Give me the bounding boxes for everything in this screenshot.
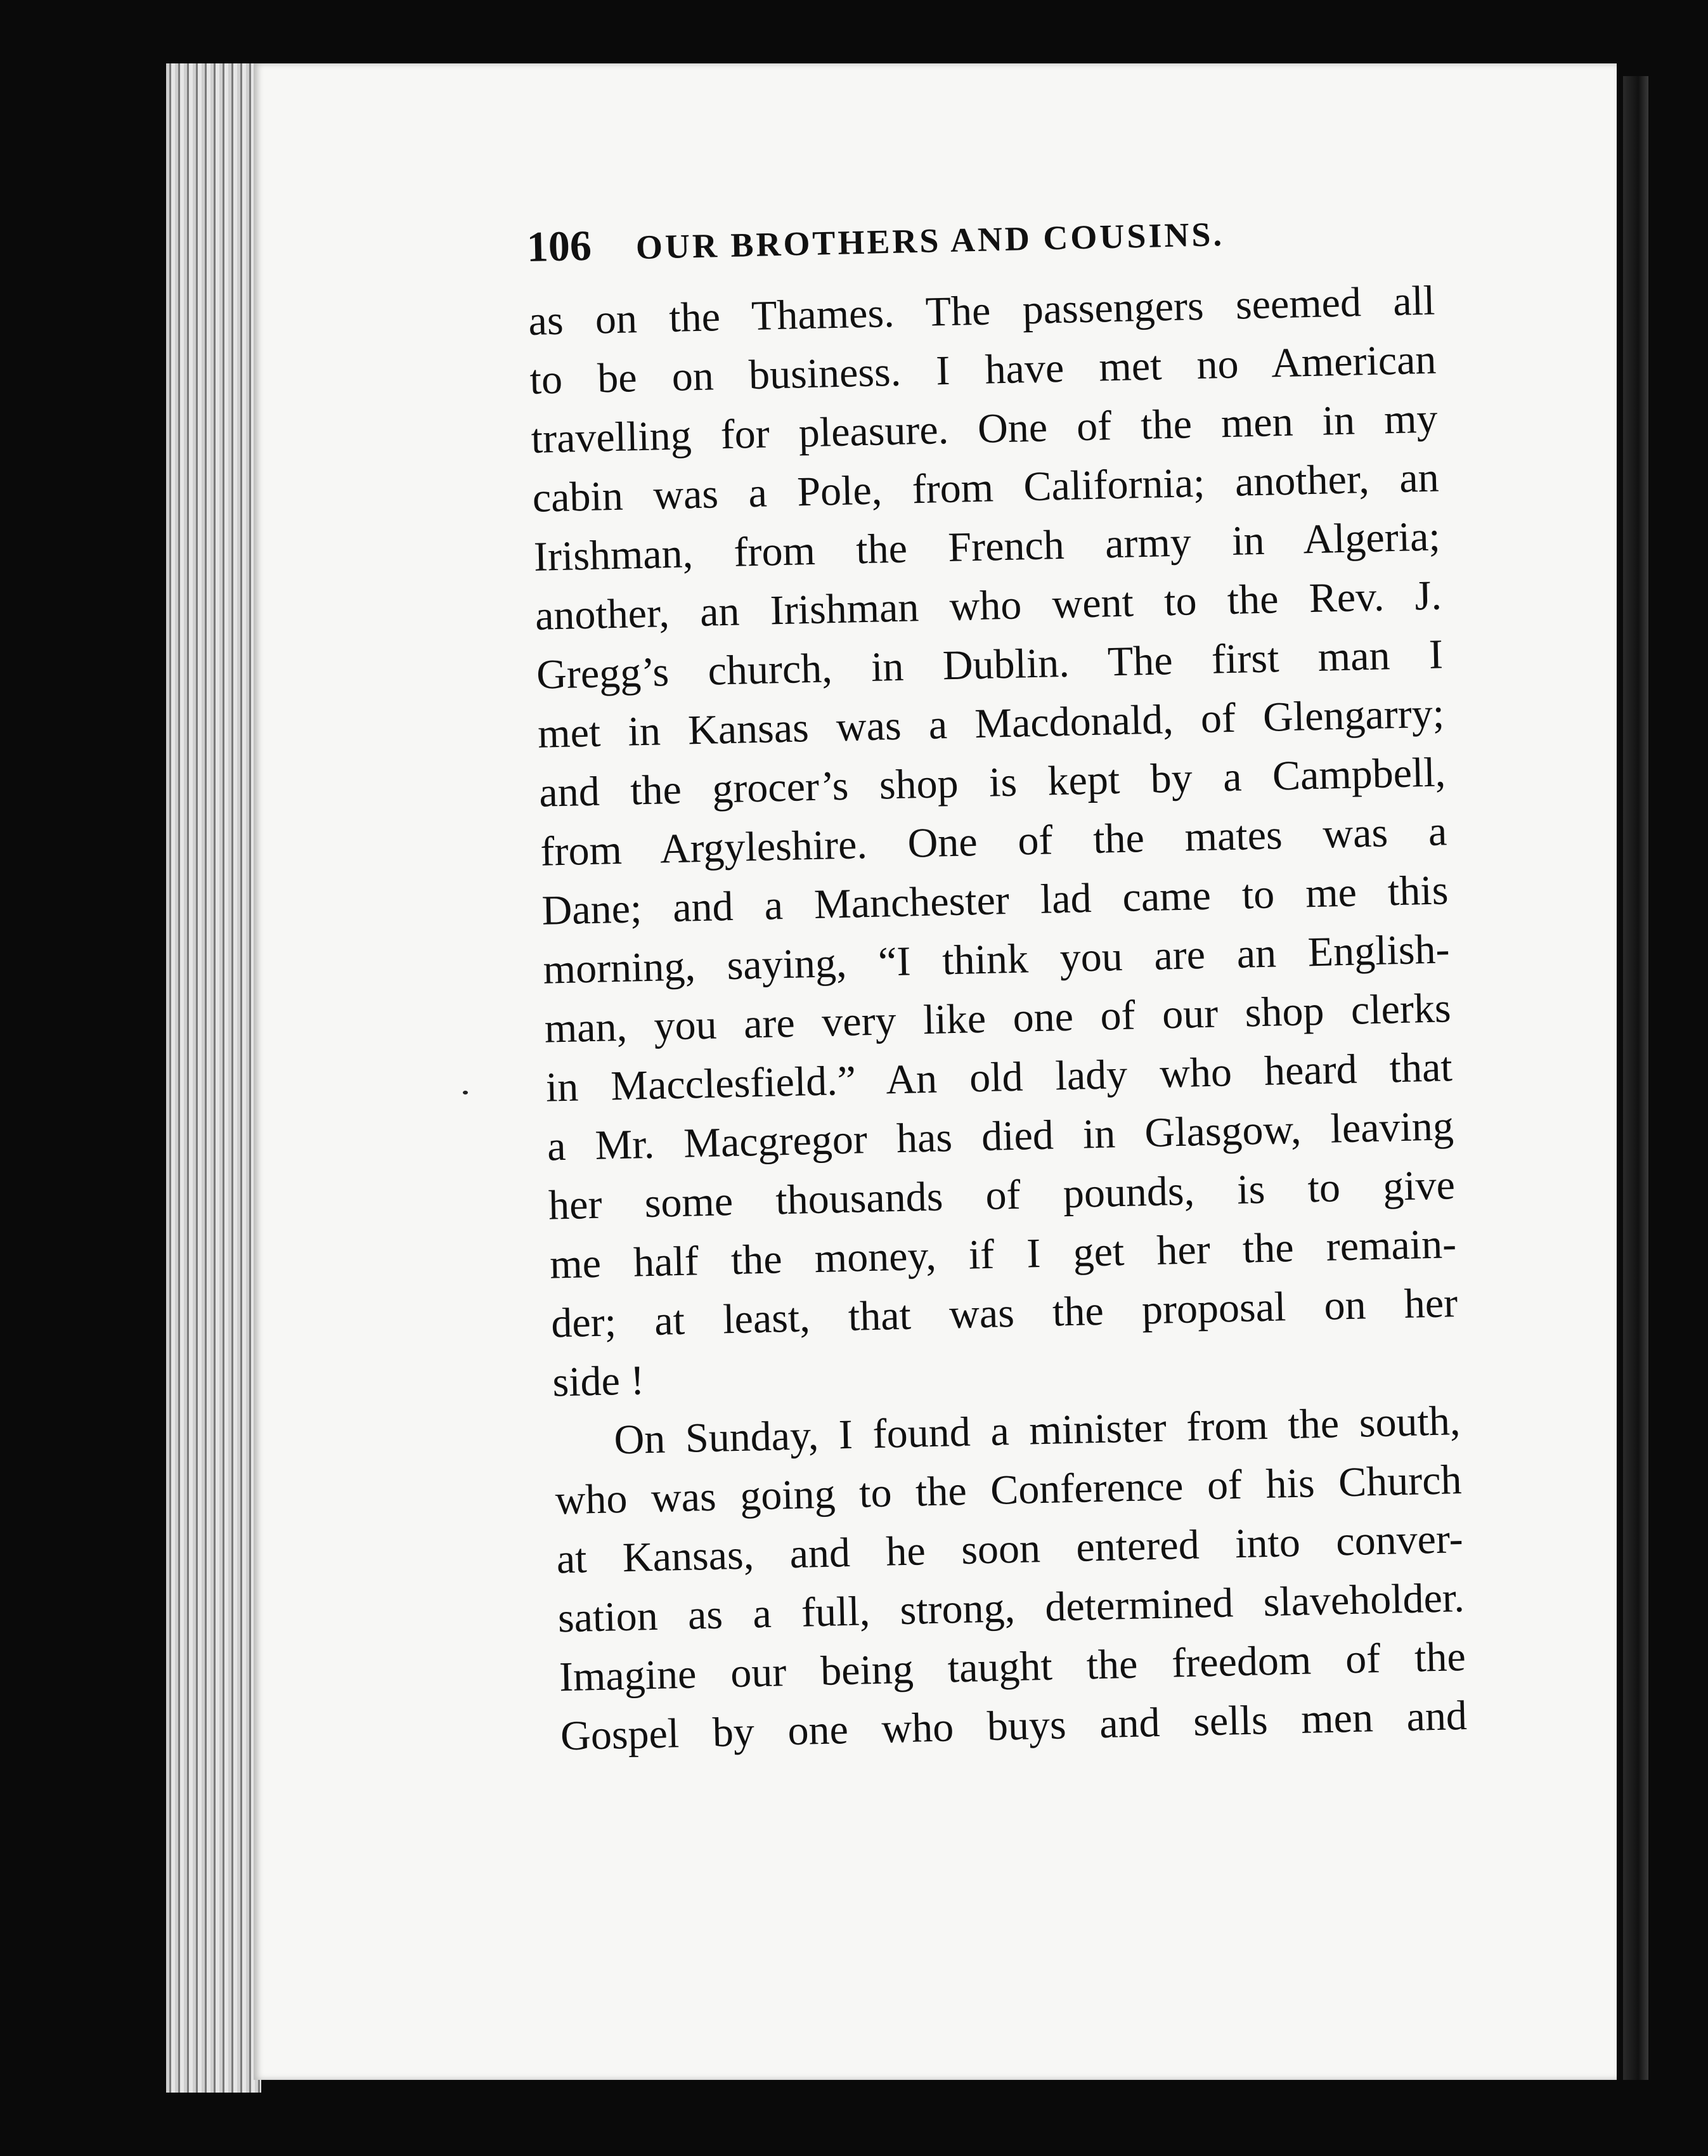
text-line: her some thousands of pounds, is to give — [548, 1162, 1456, 1229]
text-line: at Kansas, and he soon entered into conver- — [556, 1516, 1464, 1583]
text-line: Dane; and a Manchester lad came to me this — [541, 867, 1449, 934]
text-line: another, an Irishman who went to the Rev. J. — [534, 572, 1442, 639]
book-page-edges — [166, 63, 261, 2093]
text-line: man, you are very like one of our shop clerks — [544, 985, 1452, 1052]
page-text-block — [526, 201, 1493, 1766]
text-line: met in Kansas was a Macdonald, of Glengarry; — [537, 690, 1445, 757]
page-number: 106 — [526, 221, 592, 271]
running-title: OUR BROTHERS AND COUSINS. — [635, 215, 1225, 267]
text-line: cabin was a Pole, from California; another, an — [532, 454, 1440, 521]
text-line: a Mr. Macgregor has died in Glasgow, leaving — [547, 1103, 1454, 1170]
text-line: Imagine our being taught the freedom of the — [559, 1633, 1466, 1701]
text-line: sation as a full, strong, determined slaveholder. — [557, 1574, 1465, 1642]
paragraph — [553, 1391, 1493, 1765]
text-line: me half the money, if I get her the remain- — [549, 1221, 1457, 1288]
text-line: On Sunday, I found a minister from the south, — [613, 1398, 1461, 1464]
text-line: travelling for pleasure. One of the men in my — [530, 395, 1439, 462]
text-line: from Argyleshire. One of the mates was a — [540, 808, 1447, 875]
text-line: side ! — [552, 1357, 645, 1406]
text-line: to be on business. I have met no American — [529, 336, 1437, 403]
text-line: Gregg’s church, in Dublin. The first man I — [536, 631, 1444, 698]
print-speck — [463, 1091, 468, 1094]
facing-page-edge — [1623, 76, 1648, 2080]
text-line: der; at least, that was the proposal on her — [550, 1280, 1458, 1347]
text-line: and the grocer’s shop is kept by a Campbell, — [538, 749, 1446, 816]
text-line: who was going to the Conference of his Church — [554, 1457, 1463, 1524]
text-line: as on the Thames. The passengers seemed all — [527, 277, 1436, 344]
text-line: Gospel by one who buys and sells men and — [560, 1692, 1468, 1760]
text-line: in Macclesfield.” An old lady who heard that — [545, 1044, 1453, 1111]
text-line: Irishman, from the French army in Algeria; — [533, 513, 1441, 580]
text-line: morning, saying, “I think you are an English- — [542, 926, 1451, 993]
paragraph — [527, 271, 1485, 1412]
